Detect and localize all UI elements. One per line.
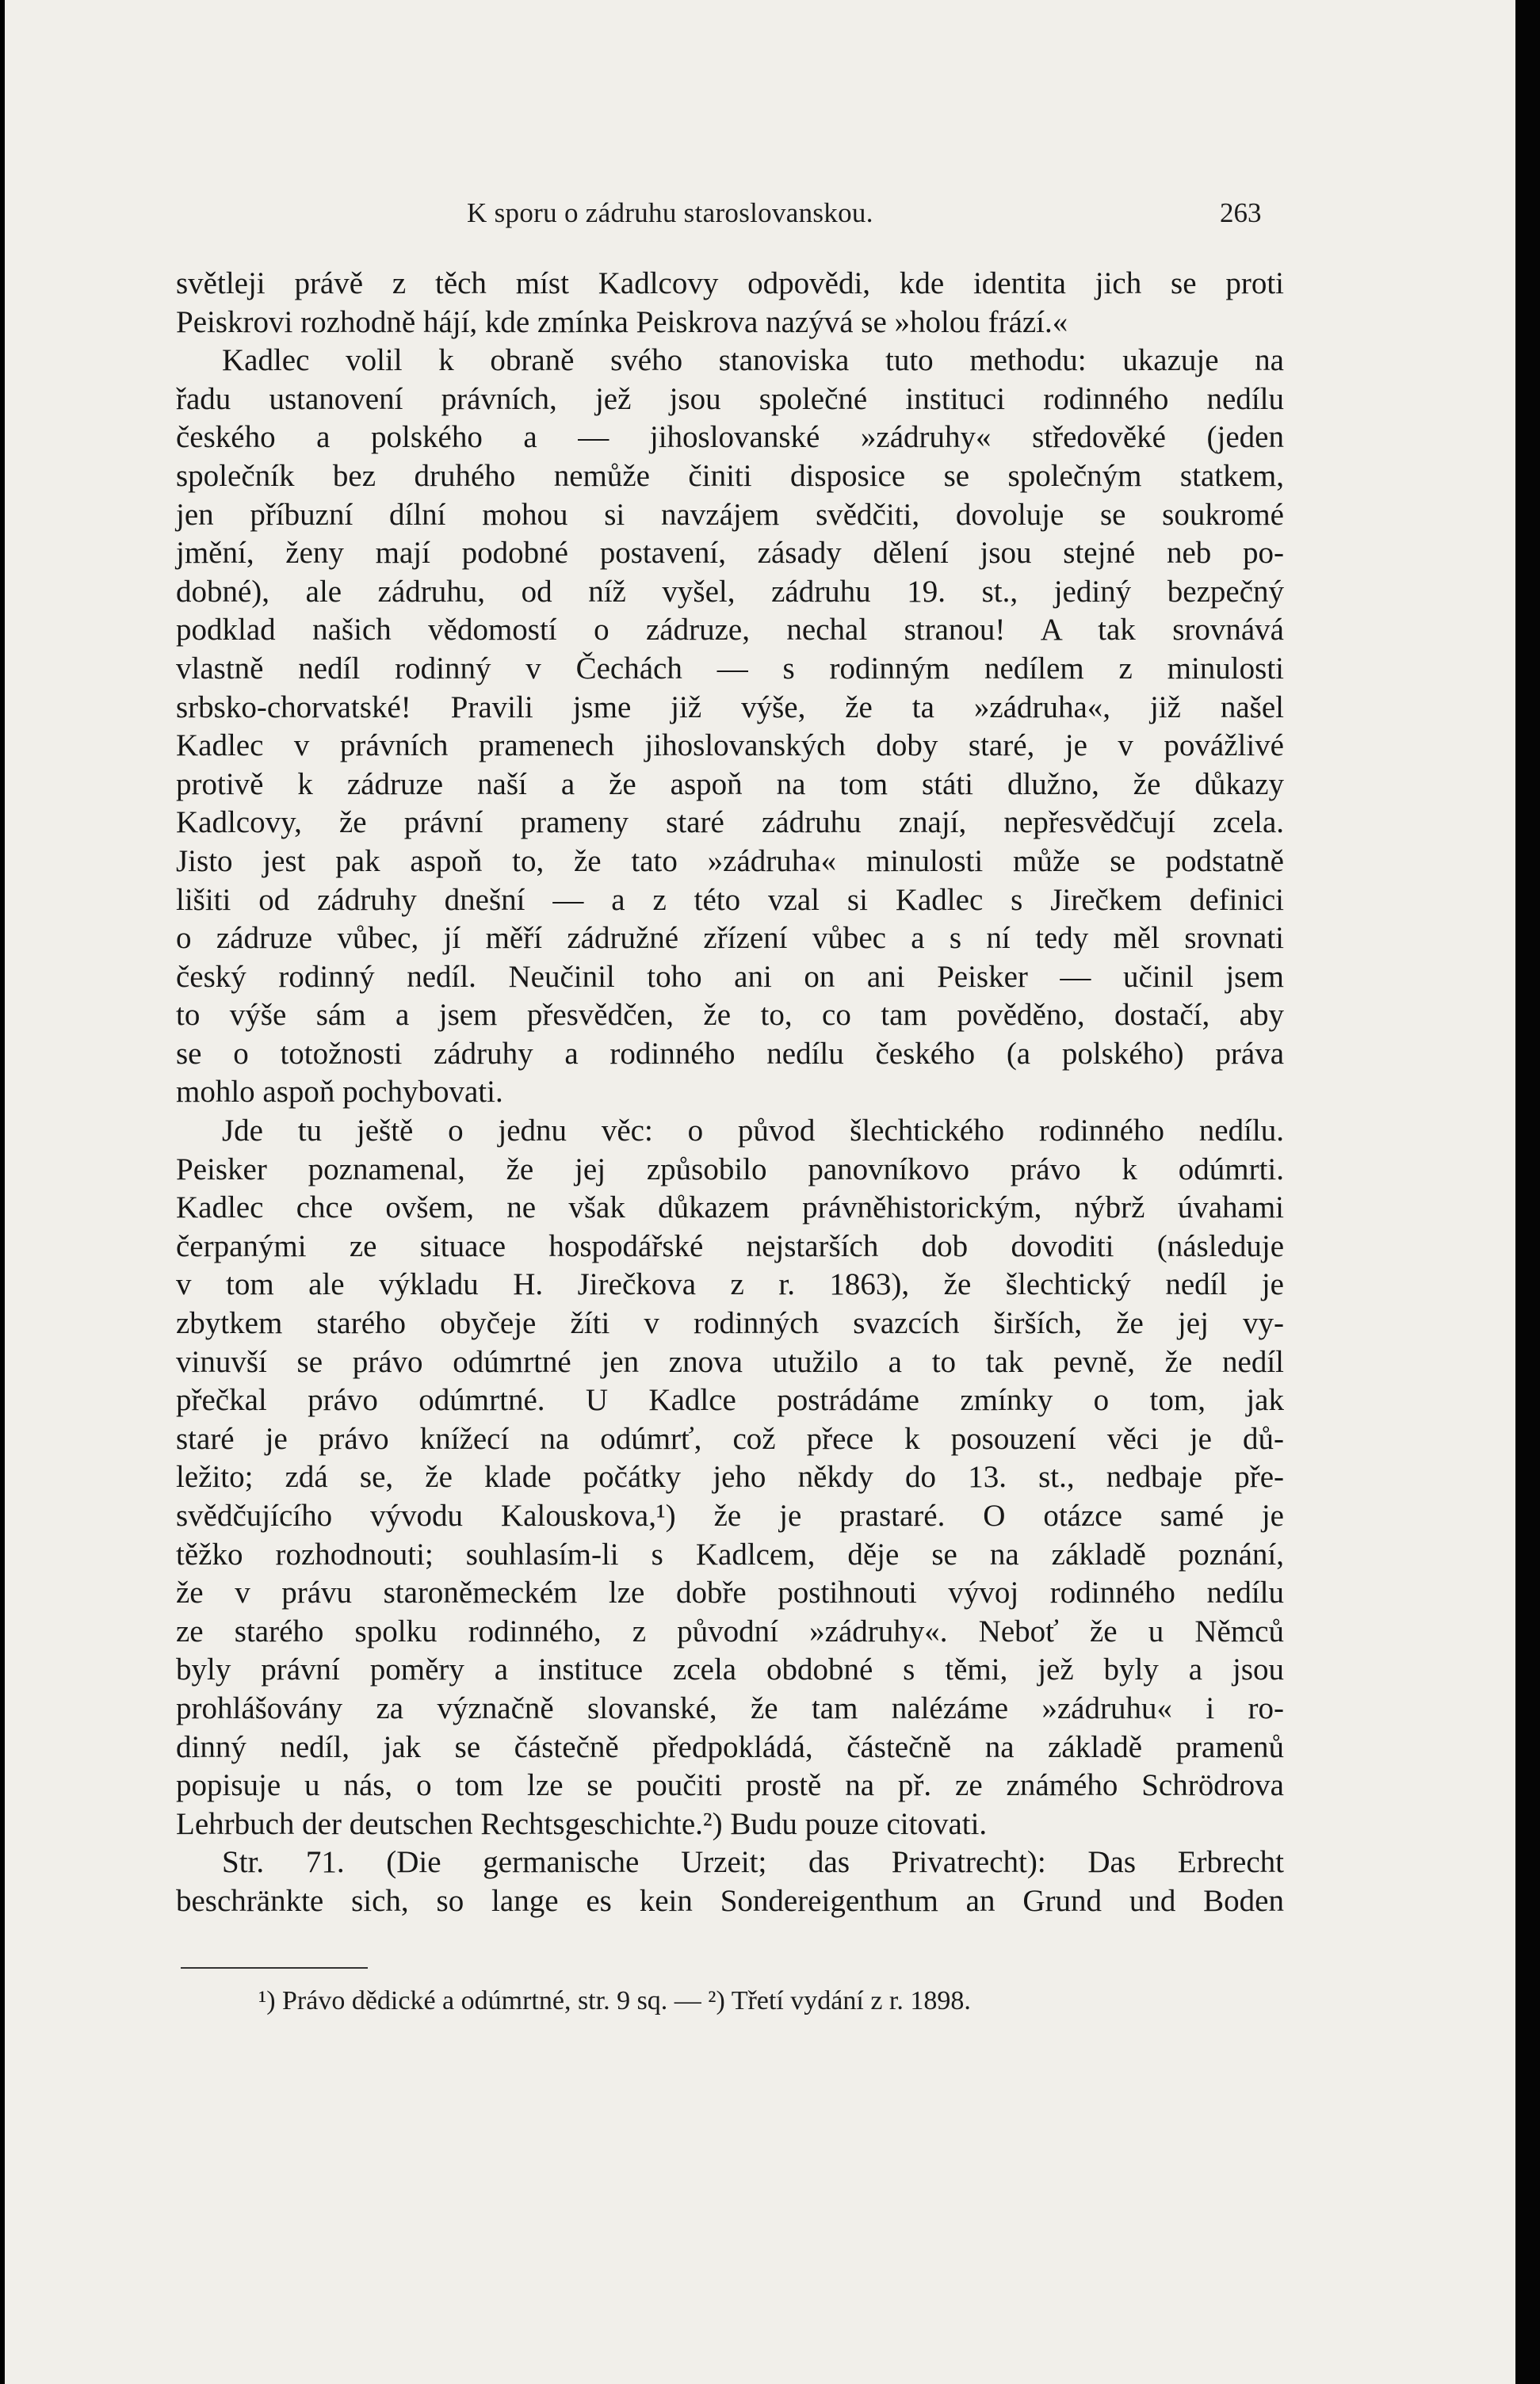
text-line: se o totožnosti zádruhy a rodinného nedílu českého (a polského) práva xyxy=(176,1036,1284,1071)
footnote-divider xyxy=(181,1967,368,1969)
text-line: byly právní poměry a instituce zcela obdobné s těmi, jež byly a jsou xyxy=(176,1652,1284,1687)
text-line: protivě k zádruze naší a že aspoň na tom státi dlužno, že důkazy xyxy=(176,766,1284,801)
text-line: světleji právě z těch míst Kadlcovy odpovědi, kde identita jich se proti xyxy=(176,266,1284,300)
text-line: Jde tu ještě o jednu věc: o původ šlechtického rodinného nedílu. xyxy=(222,1114,1284,1148)
text-line: v tom ale výkladu H. Jirečkova z r. 1863), že šlechtický nedíl je xyxy=(176,1267,1284,1302)
page-edge-shadow xyxy=(1515,0,1540,2384)
text-line: řadu ustanovení právních, jež jsou společné instituci rodinného nedílu xyxy=(176,381,1284,416)
text-line: beschränkte sich, so lange es kein Sondereigenthum an Grund und Boden xyxy=(176,1883,1284,1918)
text-line: společník bez druhého nemůže činiti disposice se společným statkem, xyxy=(176,458,1284,493)
text-line: svědčujícího vývodu Kalouskova,¹) že je prastaré. O otázce samé je xyxy=(176,1499,1284,1533)
text-line: Str. 71. (Die germanische Urzeit; das Privatrecht): Das Erbrecht xyxy=(222,1845,1284,1880)
body-text xyxy=(176,265,1284,1921)
text-line: Jisto jest pak aspoň to, že tato »zádruha« minulosti může se podstatně xyxy=(176,843,1284,878)
text-line: jen příbuzní dílní mohou si navzájem svědčiti, dovoluje se soukromé xyxy=(176,497,1284,532)
text-line: staré je právo knížecí na odúmrť, což přece k posouzení věci je dů- xyxy=(176,1421,1284,1456)
text-line: přečkal právo odúmrtné. U Kadlce postrádáme zmínky o tom, jak xyxy=(176,1383,1284,1418)
text-line: o zádruze vůbec, jí měří zádružné zřízení vůbec a s ní tedy měl srovnati xyxy=(176,921,1284,956)
text-line: Kadlec v právních pramenech jihoslovanských doby staré, je v povážlivé xyxy=(176,728,1284,763)
text-line: Peiskrovi rozhodně hájí, kde zmínka Peiskrova nazývá se »holou frází.« xyxy=(176,304,1068,339)
text-line: lišiti od zádruhy dnešní — a z této vzal si Kadlec s Jirečkem definici xyxy=(176,882,1284,917)
page-number: 263 xyxy=(1220,197,1262,228)
running-head xyxy=(5,188,1515,235)
text-line: českého a polského a — jihoslovanské »zádruhy« středověké (jeden xyxy=(176,420,1284,455)
running-title: K sporu o zádruhu staroslovanskou. xyxy=(467,197,873,228)
text-line: Kadlcovy, že právní prameny staré zádruhu znají, nepřesvědčují zcela. xyxy=(176,805,1284,840)
text-line: to výše sám a jsem přesvědčen, že to, co tam pověděno, dostačí, aby xyxy=(176,998,1284,1033)
text-line: vlastně nedíl rodinný v Čechách — s rodinným nedílem z minulosti xyxy=(176,651,1284,686)
text-line: ze starého spolku rodinného, z původní »zádruhy«. Neboť že u Němců xyxy=(176,1614,1284,1649)
text-line: popisuje u nás, o tom lze se poučiti prostě na př. ze známého Schrödrova xyxy=(176,1768,1284,1803)
text-line: Lehrbuch der deutschen Rechtsgeschichte.²) Budu pouze citovati. xyxy=(176,1806,988,1841)
text-line: že v právu staroněmeckém lze dobře postihnouti vývoj rodinného nedílu xyxy=(176,1576,1284,1610)
footnote: ¹) Právo dědické a odúmrtné, str. 9 sq. — ²) Třetí vydání z r. 1898. xyxy=(258,1986,971,2015)
text-line: čerpanými ze situace hospodářské nejstarších dob dovoditi (následuje xyxy=(176,1228,1284,1263)
text-line: prohlášovány za význačně slovanské, že tam nalézáme »zádruhu« i ro- xyxy=(176,1691,1284,1725)
text-line: dinný nedíl, jak se částečně předpokládá, částečně na základě pramenů xyxy=(176,1729,1284,1764)
text-line: dobné), ale zádruhu, od níž vyšel, zádruhu 19. st., jediný bezpečný xyxy=(176,574,1284,609)
text-line: těžko rozhodnouti; souhlasím-li s Kadlcem, děje se na základě poznání, xyxy=(176,1537,1284,1572)
text-line: vinuvší se právo odúmrtné jen znova utužilo a to tak pevně, že nedíl xyxy=(176,1344,1284,1379)
text-line: srbsko-chorvatské! Pravili jsme již výše, že ta »zádruha«, již našel xyxy=(176,690,1284,724)
text-line: Kadlec volil k obraně svého stanoviska tuto methodu: ukazuje na xyxy=(222,343,1284,378)
paper-sheet xyxy=(5,0,1515,2384)
text-line: český rodinný nedíl. Neučinil toho ani on ani Peisker — učinil jsem xyxy=(176,959,1284,994)
text-line: jmění, ženy mají podobné postavení, zásady dělení jsou stejné neb po- xyxy=(176,536,1284,571)
text-line: mohlo aspoň pochybovati. xyxy=(176,1075,503,1110)
text-line: zbytkem starého obyčeje žíti v rodinných svazcích širších, že jej vy- xyxy=(176,1306,1284,1341)
text-line: ležito; zdá se, že klade počátky jeho někdy do 13. st., nedbaje pře- xyxy=(176,1460,1284,1495)
text-line: Kadlec chce ovšem, ne však důkazem právněhistorickým, nýbrž úvahami xyxy=(176,1190,1284,1225)
text-line: podklad našich vědomostí o zádruze, nechal stranou! A tak srovnává xyxy=(176,613,1284,648)
text-line: Peisker poznamenal, že jej způsobilo panovníkovo právo k odúmrti. xyxy=(176,1152,1284,1186)
